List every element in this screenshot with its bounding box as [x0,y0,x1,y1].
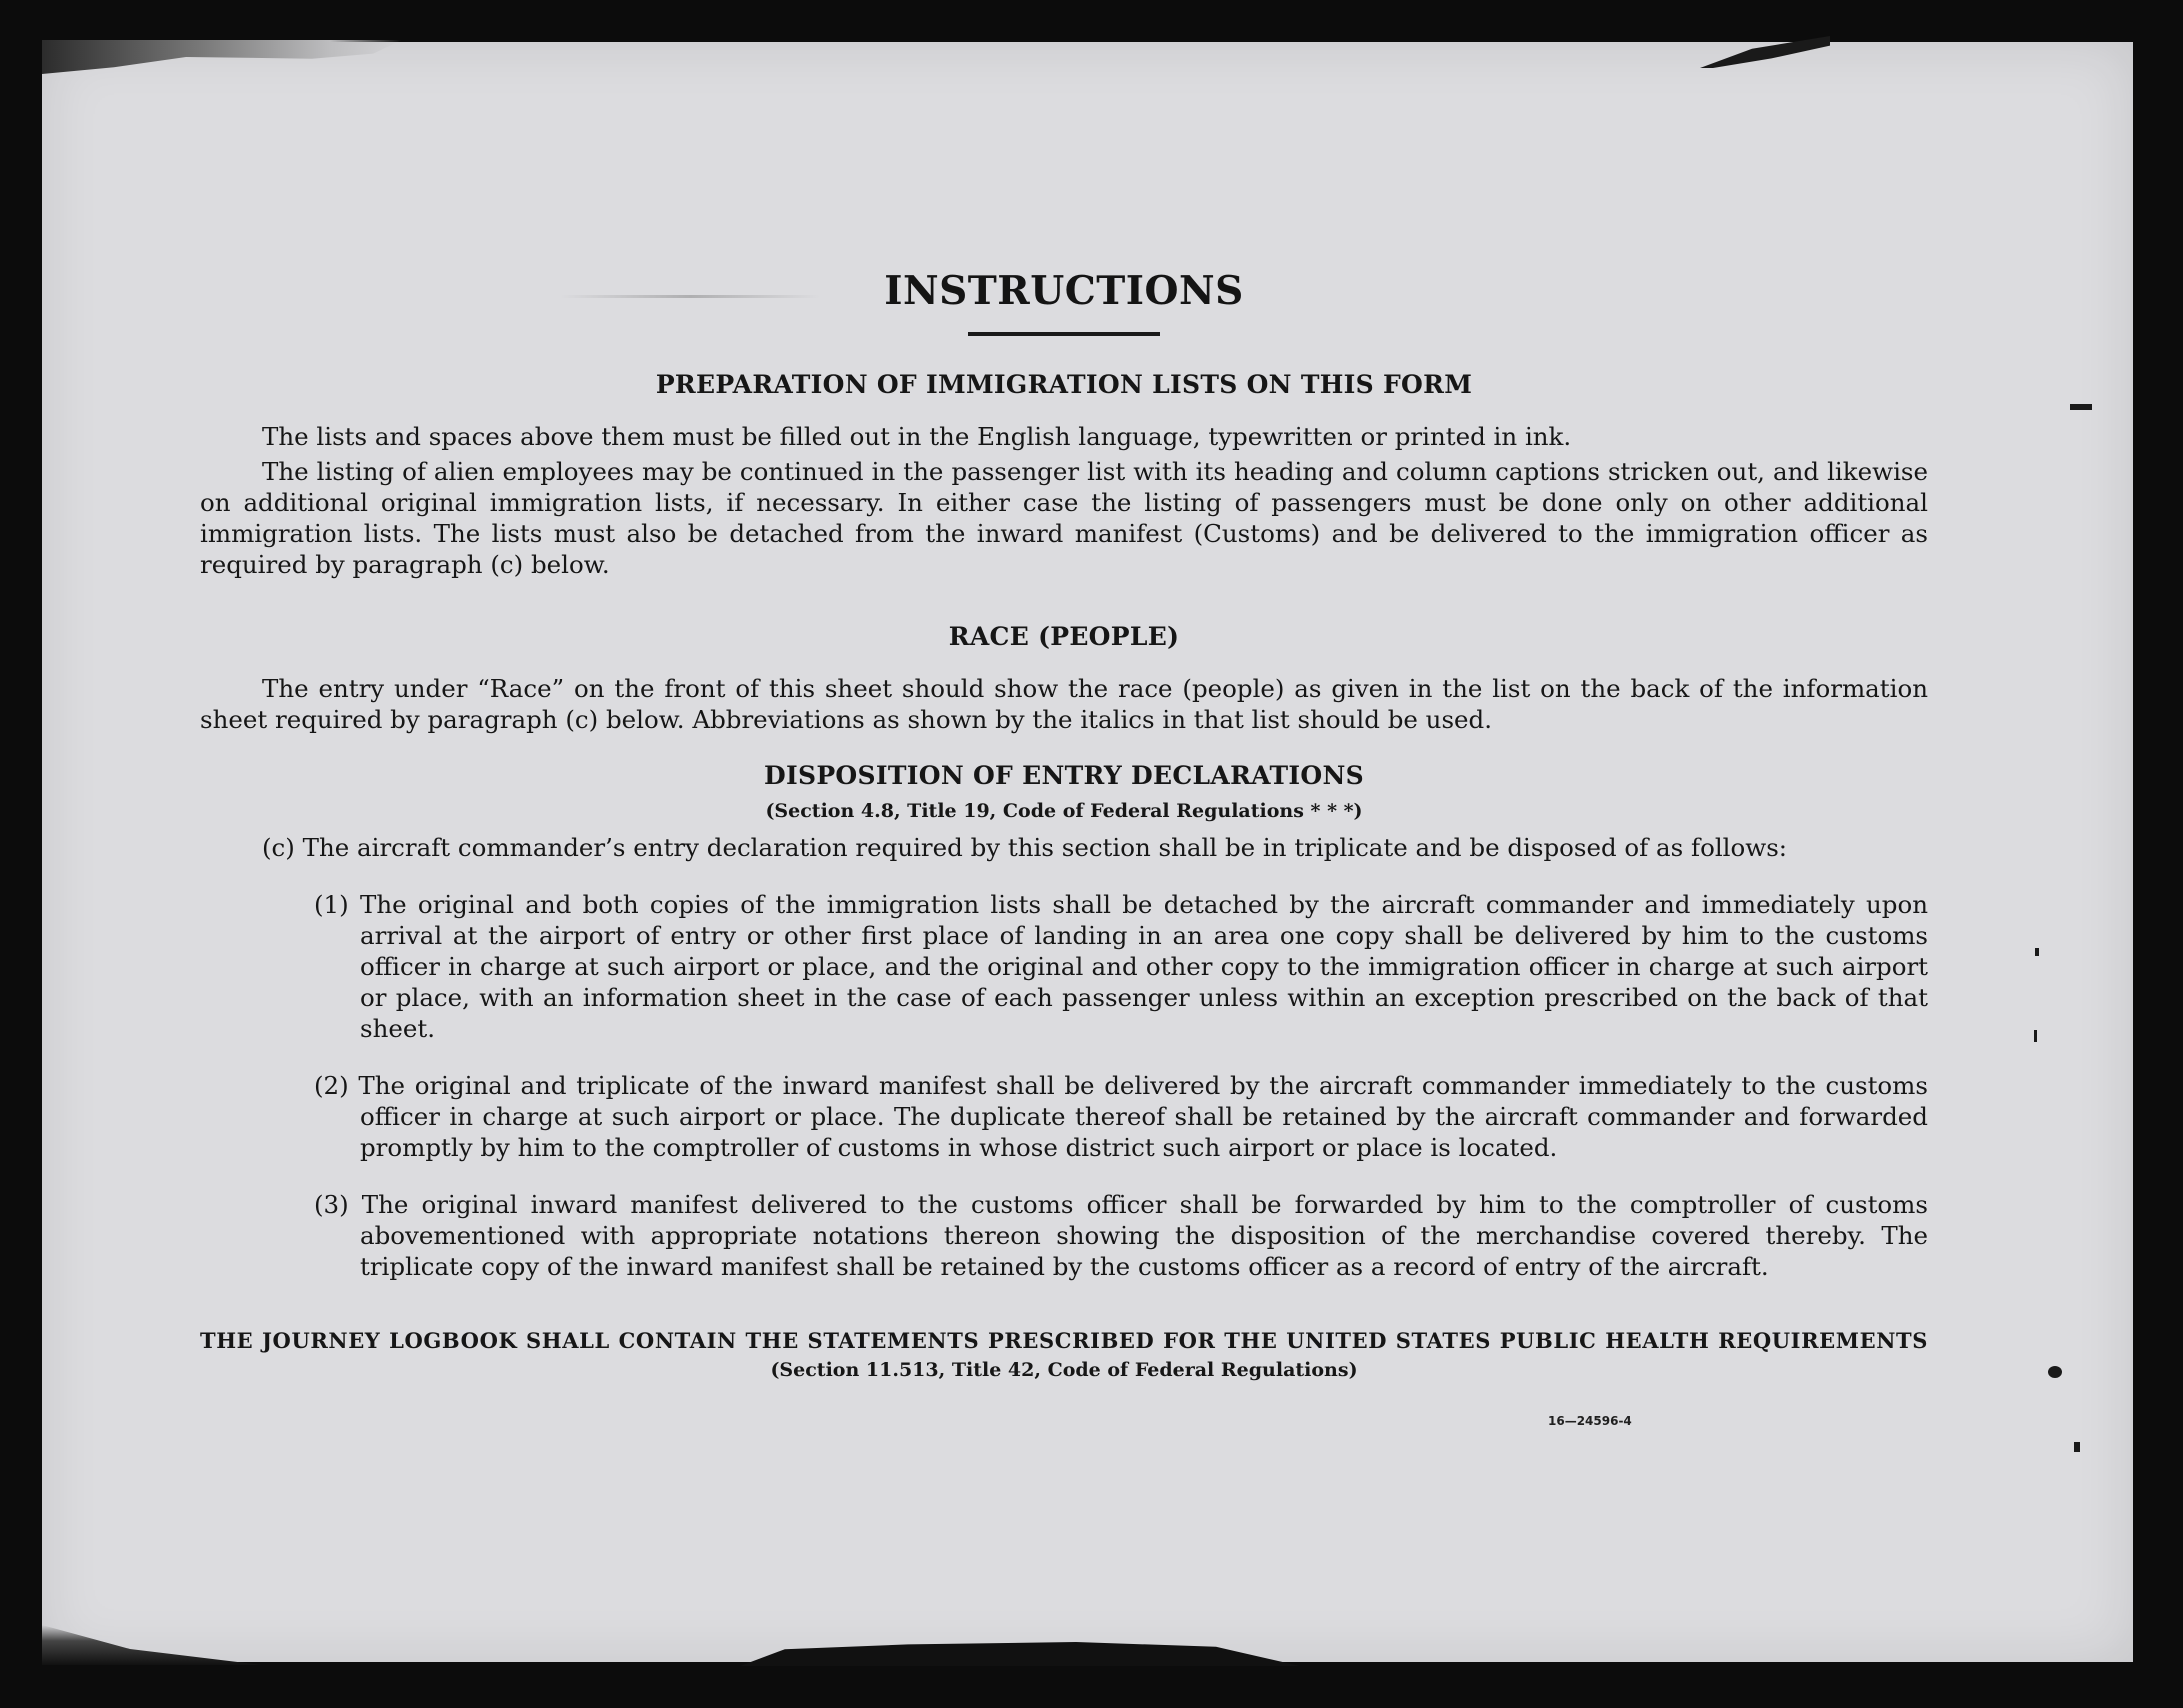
disposition-intro: (c) The aircraft commander’s entry declaration required by this section shall be in triplicate and be disposed of as follows: [262,833,1788,862]
public-health-statement: THE JOURNEY LOGBOOK SHALL CONTAIN THE STATEMENTS PRESCRIBED FOR THE UNITED STATES PUBLIC HEALTH REQUIREMENTS [200,1328,1928,1353]
race-paragraph: The entry under “Race” on the front of this sheet should show the race (people) as given in the list on the back of the information sheet required by paragraph (c) below. Abbreviations as shown by the italics in that list should be used. [200,674,1928,734]
disposition-item-1: (1) The original and both copies of the immigration lists shall be detached by the aircraft commander and immediately upon arrival at the airport of entry or other first place of landing in an area one copy shall be delivered by him to the customs officer in charge at such airport or place, and the original and other copy to the immigration officer in charge at such airport or place, with an information sheet in the case of each passenger unless within an exception prescribed on the back of that sheet. [314,890,1928,1043]
public-health-citation: (Section 11.513, Title 42, Code of Federal Regulations) [770,1359,1358,1381]
disposition-item-2: (2) The original and triplicate of the inward manifest shall be delivered by the aircraft commander immediately to the customs officer in charge at such airport or place. The duplicate thereof shall be retained by the aircraft commander and forwarded promptly by him to the comptroller of customs in whose district such airport or place is located. [314,1071,1928,1162]
form-number: 16—24596-4 [1548,1414,1632,1428]
edge-mark [2034,1030,2037,1042]
edge-mark [2070,404,2092,410]
edge-mark [2074,1442,2080,1452]
section-heading-race: RACE (PEOPLE) [948,622,1180,651]
page-title: INSTRUCTIONS [884,268,1244,314]
edge-mark [2035,948,2039,956]
instructions-content [200,268,1928,1381]
disposition-item-3: (3) The original inward manifest delivered to the customs officer shall be forwarded by him to the comptroller of customs abovementioned with appropriate notations thereon showing the disposition of the merchandise covered thereby. The triplicate copy of the inward manifest shall be retained by the customs officer as a record of entry of the aircraft. [314,1190,1928,1281]
edge-mark [2048,1366,2062,1378]
title-underline [968,332,1160,336]
section-heading-disposition: DISPOSITION OF ENTRY DECLARATIONS [764,761,1364,790]
section-heading-preparation: PREPARATION OF IMMIGRATION LISTS ON THIS FORM [655,370,1473,399]
preparation-paragraph-1: The lists and spaces above them must be filled out in the English language, typewritten or printed in ink. [262,422,1572,451]
preparation-paragraph-2: The listing of alien employees may be continued in the passenger list with its heading and column captions stricken out, and likewise on additional original immigration lists, if necessary. In either case the listing of passengers must be done only on other additional immigration lists. The lists must also be detached from the inward manifest (Customs) and be delivered to the immigration officer as required by paragraph (c) below. [200,457,1928,579]
disposition-citation: (Section 4.8, Title 19, Code of Federal Regulations * * *) [765,800,1363,822]
